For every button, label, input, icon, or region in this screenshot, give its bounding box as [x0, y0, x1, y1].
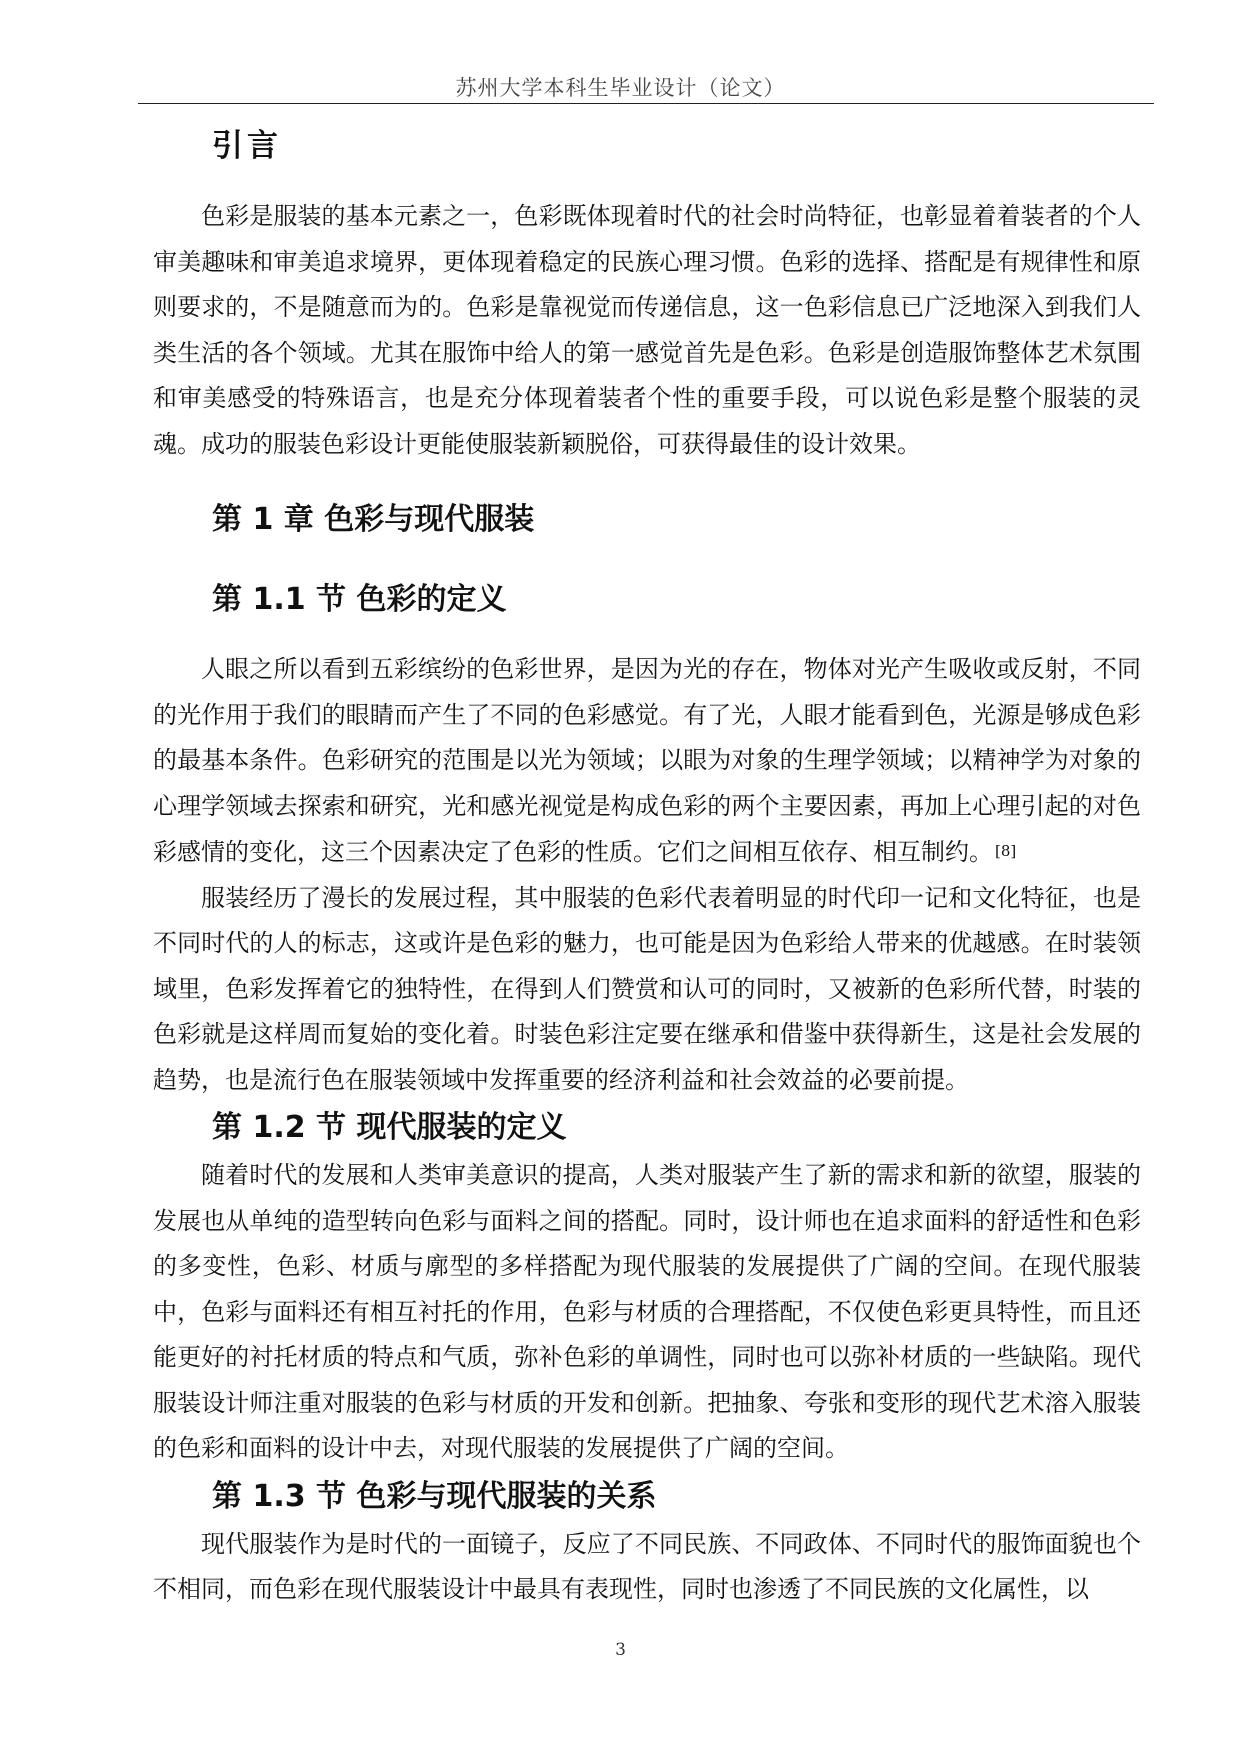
header-rule	[138, 103, 1154, 104]
section-1-1-paragraph-1	[153, 647, 1141, 876]
citation-reference: [8]	[995, 842, 1017, 860]
running-header: 苏州大学本科生毕业设计（论文）	[455, 76, 786, 100]
chapter-1-heading: 第 1 章 色彩与现代服装	[212, 502, 535, 537]
section-1-2-paragraph: 随着时代的发展和人类审美意识的提高，人类对服装产生了新的需求和新的欲望，服装的发展也从单纯的造型转向色彩与面料之间的搭配。同时，设计师也在追求面料的舒适性和色彩的多变性，色彩、材质与廓型的多样搭配为现代服装的发展提供了广阔的空间。在现代服装中，色彩与面料还有相互衬托的作用，色彩与材质的合理搭配，不仅使色彩更具特性，而且还能更好的衬托材质的特点和气质，弥补色彩的单调性，同时也可以弥补材质的一些缺陷。现代服装设计师注重对服装的色彩与材质的开发和创新。把抽象、夸张和变形的现代艺术溶入服装的色彩和面料的设计中去，对现代服装的发展提供了广阔的空间。	[153, 1161, 1141, 1462]
section-1-2-heading: 第 1.2 节 现代服装的定义	[212, 1110, 567, 1145]
page-content	[153, 112, 1141, 1613]
page-number: 3	[615, 1640, 626, 1660]
section-1-3-paragraph: 现代服装作为是时代的一面镜子，反应了不同民族、不同政体、不同时代的服饰面貌也个不相同，而色彩在现代服装设计中最具有表现性，同时也渗透了不同民族的文化属性，以	[153, 1529, 1141, 1603]
intro-heading: 引言	[212, 128, 282, 164]
intro-paragraph: 色彩是服装的基本元素之一，色彩既体现着时代的社会时尚特征，也彰显着着装者的个人审美趣味和审美追求境界，更体现着稳定的民族心理习惯。色彩的选择、搭配是有规律性和原则要求的，不是随意而为的。色彩是靠视觉而传递信息，这一色彩信息已广泛地深入到我们人类生活的各个领域。尤其在服饰中给人的第一感觉首先是色彩。色彩是创造服饰整体艺术氛围和审美感受的特殊语言，也是充分体现着装者个性的重要手段，可以说色彩是整个服装的灵魂。成功的服装色彩设计更能使服装新颖脱俗，可获得最佳的设计效果。	[153, 202, 1141, 458]
section-1-1-paragraph-1-text: 人眼之所以看到五彩缤纷的色彩世界，是因为光的存在，物体对光产生吸收或反射，不同的光作用于我们的眼睛而产生了不同的色彩感觉。有了光，人眼才能看到色，光源是够成色彩的最基本条件。色彩研究的范围是以光为领域；以眼为对象的生理学领域；以精神学为对象的心理学领域去探索和研究，光和感光视觉是构成色彩的两个主要因素，再加上心理引起的对色彩感情的变化，这三个因素决定了色彩的性质。它们之间相互依存、相互制约。	[153, 655, 1141, 866]
section-1-1-heading: 第 1.1 节 色彩的定义	[212, 582, 507, 617]
section-1-3-heading: 第 1.3 节 色彩与现代服装的关系	[212, 1478, 657, 1514]
section-1-1-paragraph-2: 服装经历了漫长的发展过程，其中服装的色彩代表着明显的时代印一记和文化特征，也是不同时代的人的标志，这或许是色彩的魅力，也可能是因为色彩给人带来的优越感。在时装领域里，色彩发挥着它的独特性，在得到人们赞赏和认可的同时，又被新的色彩所代替，时装的色彩就是这样周而复始的变化着。时装色彩注定要在继承和借鉴中获得新生，这是社会发展的趋势，也是流行色在服装领域中发挥重要的经济利益和社会效益的必要前提。	[153, 883, 1141, 1094]
